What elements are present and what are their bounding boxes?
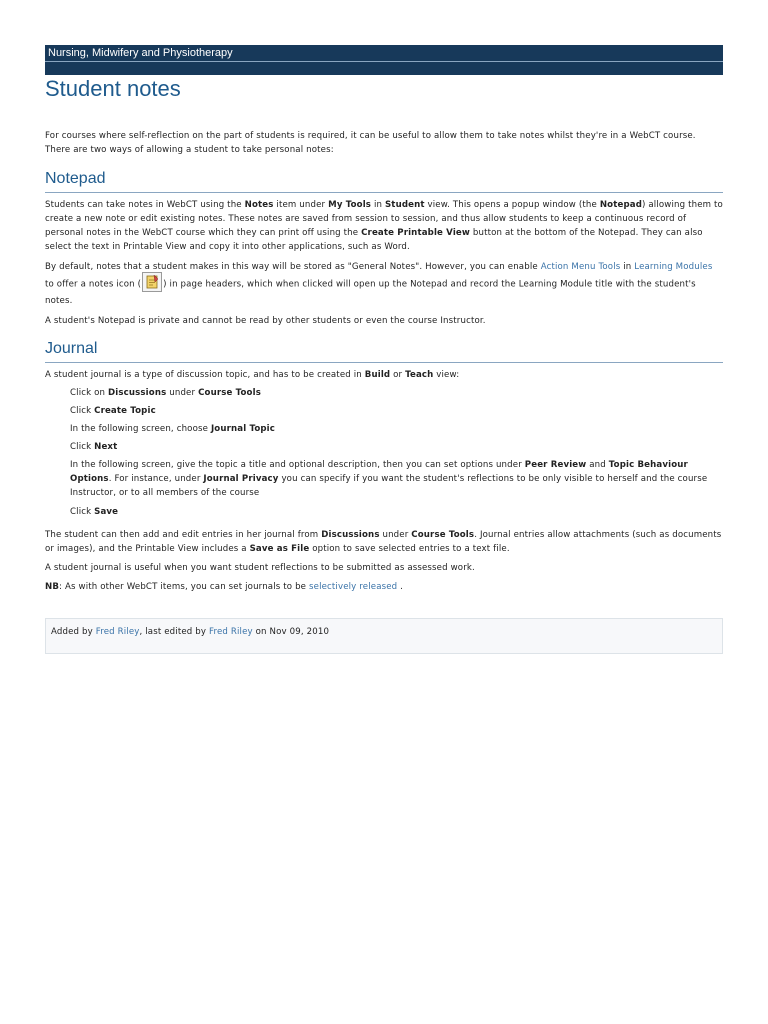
journal-heading-wrap	[45, 340, 723, 363]
notepad-heading: Notepad	[45, 170, 106, 187]
step-4: Click Next	[70, 442, 118, 452]
journal-heading: Journal	[45, 340, 98, 357]
action-menu-tools-link[interactable]: Action Menu Tools	[540, 262, 621, 272]
step-2: Click Create Topic	[70, 406, 156, 416]
journal-paragraph-2: A student journal is useful when you want student reflections to be submitted as assessed work.	[45, 563, 475, 573]
page	[45, 45, 723, 637]
notepad-paragraph-1: Students can take notes in WebCT using the Notes item under My Tools in Student view. This opens a popup window (the Notepad) allowing them to create a new note or edit existing notes. These notes are saved from session to session, and thus allow students to keep a continuous record of personal notes in the WebCT course which they can print off using the Create Printable View button at the bottom of the Notepad. They can also select the text in Printable View and copy it into other applications, such as Word.	[45, 200, 723, 252]
notepad-icon	[142, 272, 162, 292]
step-1: Click on Discussions under Course Tools	[70, 388, 261, 398]
step-3: In the following screen, choose Journal Topic	[70, 424, 276, 434]
banner-divider	[45, 61, 723, 62]
journal-paragraph-1: The student can then add and edit entries in her journal from Discussions under Course Tools. Journal entries allow attachments (such as documents or images), and the Printable View includes a Save as File option to save selected entries to a text file.	[45, 530, 722, 554]
author-link[interactable]: Fred Riley	[95, 627, 140, 637]
notepad-heading-wrap	[45, 170, 723, 193]
notepad-paragraph-2: By default, notes that a student makes in this way will be stored as "General Notes". However, you can enable Action Menu Tools in Learning Modules to offer a notes icon ( ) in page headers, which when clicked will open up the Notepad and record the Learning Module title with the student's notes.	[45, 262, 713, 306]
selectively-released-link[interactable]: selectively released	[309, 582, 398, 592]
step-6: Click Save	[70, 507, 119, 517]
intro-paragraph: For courses where self-reflection on the part of students is required, it can be useful to allow them to take notes whilst they're in a WebCT course. There are two ways of allowing a student to take personal notes:	[45, 131, 696, 155]
step-5: In the following screen, give the topic a title and optional description, then you can set options under Peer Review and Topic Behaviour Options. For instance, under Journal Privacy you can specify if you want the student's reflections to be only visible to herself and the course Instructor, or to all members of the course	[70, 460, 708, 498]
space-name[interactable]: Nursing, Midwifery and Physiotherapy	[48, 47, 233, 59]
notepad-paragraph-3: A student's Notepad is private and cannot be read by other students or even the course Instructor.	[45, 316, 486, 326]
page-metadata-box	[45, 618, 723, 654]
page-title: Student notes	[45, 76, 181, 101]
journal-intro: A student journal is a type of discussion topic, and has to be created in Build or Teach view:	[45, 370, 460, 380]
editor-link[interactable]: Fred Riley	[209, 627, 253, 637]
learning-modules-link[interactable]: Learning Modules	[634, 262, 713, 272]
page-metadata: Added by Fred Riley, last edited by Fred Riley on Nov 09, 2010	[51, 627, 330, 637]
space-banner	[45, 45, 723, 75]
journal-paragraph-3: NB: As with other WebCT items, you can set journals to be selectively released .	[45, 582, 404, 592]
